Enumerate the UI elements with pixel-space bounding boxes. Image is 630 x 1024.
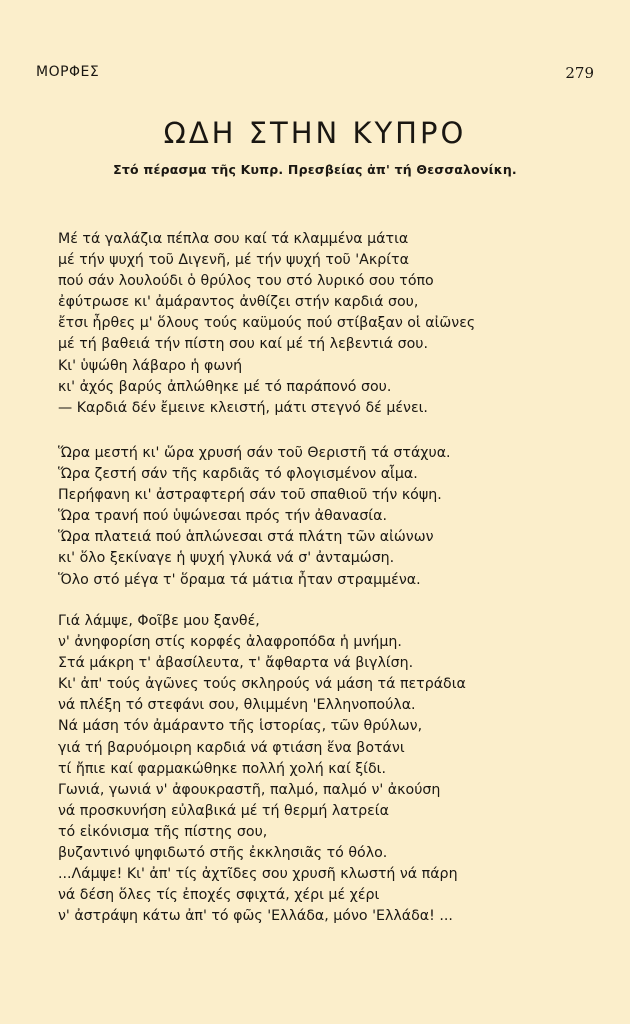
page-number: 279 [565, 64, 594, 82]
verse-line: Ὥρα ζεστή σάν τῆς καρδιᾶς τό φλογισμένον αἷμα. [58, 466, 418, 483]
verse-line: Στά μάκρη τ' ἀβασίλευτα, τ' ἄφθαρτα νά βιγλίση. [58, 655, 414, 672]
verse-line: ν' ἀνηφορίση στίς κορφές ἀλαφροπόδα ἡ μνήμη. [58, 634, 402, 651]
verse-line: Περήφανη κι' ἀστραφτερή σάν τοῦ σπαθιοῦ τήν κόψη. [58, 487, 442, 504]
verse-line: Μέ τά γαλάζια πέπλα σου καί τά κλαμμένα μάτια [58, 231, 409, 247]
verse-line: νά προσκυνήση εὐλαβικά μέ τή θερμή λατρεία [58, 802, 389, 819]
verse-line: γιά τή βαρυόμοιρη καρδιά νά φτιάση ἕνα βοτάνι [58, 739, 405, 756]
verse-line: κι' ἀχός βαρύς ἀπλώθηκε μέ τό παράπονό σου. [58, 378, 392, 395]
verse-line: νά δέση ὅλες τίς ἐποχές σφιχτά, χέρι μέ χέρι [58, 887, 380, 904]
verse-line: Νά μάση τόν ἀμάραντο τῆς ἱστορίας, τῶν θρύλων, [58, 718, 423, 735]
running-head: ΜΟΡΦΕΣ [36, 64, 100, 80]
verse-line: Κι' ἀπ' τούς ἀγῶνες τούς σκληρούς νά μάση τά πετράδια [58, 676, 466, 693]
stanza-1 [58, 229, 603, 419]
verse-line: Ὥρα μεστή κι' ὥρα χρυσή σάν τοῦ Θεριστῆ τά στάχυα. [58, 445, 451, 461]
verse-line: πού σάν λουλούδι ὁ θρύλος του στό λυρικό σου τόπο [58, 273, 434, 290]
verse-line: ἔτσι ἦρθες μ' ὅλους τούς καϋμούς πού στίβαξαν οἱ αἰῶνες [58, 315, 476, 332]
verse-line: τί ἤπιε καί φαρμακώθηκε πολλή χολή καί ξίδι. [58, 760, 386, 777]
verse-line: τό εἰκόνισμα τῆς πίστης σου, [58, 823, 268, 840]
verse-line: κι' ὅλο ξεκίναγε ἡ ψυχή γλυκά νά σ' ἀνταμώση. [58, 550, 395, 567]
verse-line: βυζαντινό ψηφιδωτό στῆς ἐκκλησιᾶς τό θόλο. [58, 845, 388, 862]
verse-line: Γωνιά, γωνιά ν' ἀφουκραστῆ, παλμό, παλμό ν' ἀκούση [58, 781, 441, 798]
verse-line: Ὥρα τρανή πού ὑψώνεσαι πρός τήν ἀθανασία. [58, 508, 387, 525]
verse-line: — Καρδιά δέν ἔμεινε κλειστή, μάτι στεγνό δέ μένει. [58, 399, 428, 416]
verse-line: ἐφύτρωσε κι' ἀμάραντος ἀνθίζει στήν καρδιά σου, [58, 294, 419, 311]
verse-line: Ὥρα πλατειά πού ἁπλώνεσαι στά πλάτη τῶν αἰώνων [58, 529, 434, 546]
verse-line: Κι' ὑψώθη λάβαρο ἡ φωνή [58, 357, 243, 374]
poem-dedication: Στό πέρασμα τῆς Κυπρ. Πρεσβείας ἀπ' τή Θεσσαλονίκη. [113, 162, 517, 177]
poem-title: ΩΔΗ ΣΤΗΝ ΚΥΠΡΟ [163, 116, 467, 150]
verse-line: ...Λάμψε! Κι' ἀπ' τίς ἀχτῖδες σου χρυσῆ κλωστή νά πάρη [58, 866, 458, 883]
verse-line: νά πλέξη τό στεφάνι σου, θλιμμένη 'Ελληνοπούλα. [58, 697, 416, 714]
stanza-2 [58, 443, 603, 591]
stanza-3 [58, 611, 603, 927]
verse-line: ν' ἀστράψη κάτω ἀπ' τό φῶς 'Ελλάδα, μόνο 'Ελλάδα! ... [58, 908, 453, 925]
verse-line: μέ τή βαθειά τήν πίστη σου καί μέ τή λεβεντιά σου. [58, 336, 428, 353]
verse-line: μέ τήν ψυχή τοῦ Διγενῆ, μέ τήν ψυχή τοῦ 'Ακρίτα [58, 252, 409, 269]
verse-line: Ὅλο στό μέγα τ' ὅραμα τά μάτια ἦταν στραμμένα. [58, 571, 421, 588]
page-header [36, 64, 594, 84]
verse-line: Γιά λάμψε, Φοῖβε μου ξανθέ, [58, 613, 260, 629]
